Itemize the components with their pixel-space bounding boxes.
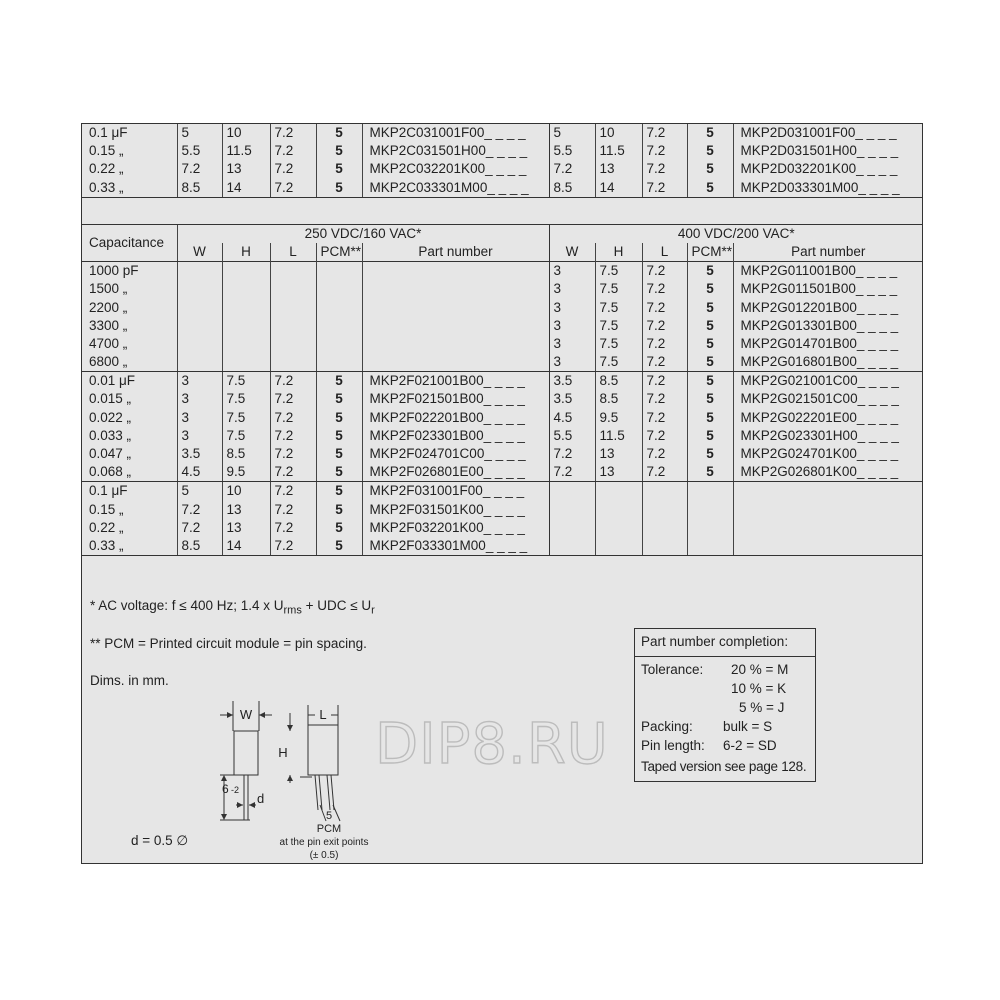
part-number-header: Part number [362,243,549,262]
part-number-cell-value: MKP2G011501B00_ _ _ _ [740,281,898,297]
pcm-cell-value: 5 [706,125,714,140]
pcm-note: ** PCM = Printed circuit module = pin spacing. [90,636,367,651]
w-cell-value: 5 [181,125,190,140]
h-cell [595,124,642,198]
w-cell-value: 7.2 [553,446,573,462]
pcm-cell-value: 5 [335,483,343,499]
pcm-cell-value: 5 [706,409,714,425]
l-cell-value: 7.2 [646,409,666,425]
part-number-cell-value: MKP2G014701B00_ _ _ _ [740,335,899,351]
h-cell-value: 14 [226,179,242,195]
h-cell-value: 13 [226,501,242,517]
w-header: W [177,243,222,262]
capacitance-cell-value: 0.033 „ [89,427,132,443]
h-cell-value: 11.5 [226,143,252,159]
part-number-cell-value: MKP2D032201K00_ _ _ _ [740,161,898,177]
packing-label: Packing: [641,719,693,734]
h-cell-value: 8.5 [226,446,246,462]
pcm-cell [316,124,362,198]
voltage-250-header: 250 VDC/160 VAC* [177,224,549,243]
capacitance-cell-value: 0.022 „ [89,409,132,425]
pcm-cell-value: 5 [335,519,343,535]
watermark: DIP8.RU [375,712,609,777]
capacitance-cell-value: 2200 „ [89,299,128,315]
l-cell [270,262,316,372]
l-cell-value: 7.2 [274,125,294,140]
capacitance-cell-value: 0.047 „ [89,446,132,462]
capacitance-cell-value: 0.22 „ [89,161,124,177]
part-number-cell-value: MKP2G011001B00_ _ _ _ [740,263,898,279]
pcm-header: PCM** [687,243,733,262]
part-number-cell [733,124,923,198]
capacitance-cell-value: 1000 pF [89,263,139,279]
l-cell [642,372,687,482]
pcm-cell-value: 5 [706,317,714,333]
pcm-cell-value: 5 [335,427,343,443]
pcm-cell [687,482,733,556]
w-cell-value: 3.5 [553,373,573,389]
l-header: L [642,243,687,262]
capacitance-cell-value: 0.1 μF [89,483,128,499]
voltage-400-header: 400 VDC/200 VAC* [549,224,923,243]
pcm-cell-value: 5 [706,263,714,279]
w-cell [549,372,595,482]
part-number-cell-value: MKP2F024701C00_ _ _ _ [369,446,526,462]
h-header: H [222,243,270,262]
packing-value: bulk = S [723,719,773,734]
h-cell-value: 7.5 [226,373,246,389]
table-header-row-2 [81,243,923,262]
w-cell [549,124,595,198]
group-row [81,372,923,482]
h-cell-value: 7.5 [599,299,619,315]
pcm-cell-value: 5 [335,446,343,462]
part-number-cell-value: MKP2C032201K00_ _ _ _ [369,161,527,177]
l-cell-value: 7.2 [274,501,294,517]
pcm-cell [316,482,362,556]
w-cell-value: 3 [553,335,562,351]
part-number-cell [362,372,549,482]
h-cell-value: 7.5 [599,335,619,351]
w-label: W [239,707,253,722]
part-number-cell [362,124,549,198]
h-cell-value: 8.5 [599,373,619,389]
h-cell-value: 7.5 [226,409,246,425]
capacitance-cell-value: 6800 „ [89,354,128,370]
pcm-cell-value: 5 [335,125,343,140]
completion-title: Part number completion: [641,634,789,649]
pin-diameter-note: d = 0.5 ∅ [131,833,189,848]
w-cell-value: 5.5 [181,143,201,159]
group-0.01-0.068uF [81,372,923,482]
l-cell-value: 7.2 [646,427,666,443]
l-cell-value: 7.2 [646,391,666,407]
w-cell-value: 4.5 [553,409,573,425]
l-cell-value: 7.2 [274,143,294,159]
h-cell-value: 13 [599,446,615,462]
part-number-cell-value: MKP2F032201K00_ _ _ _ [369,519,525,535]
l-cell [270,124,316,198]
pcm-cell [316,372,362,482]
capacitance-cell-value: 0.22 „ [89,519,124,535]
l-cell-value: 7.2 [646,143,666,159]
tolerance-20: 20 % = M [731,662,789,677]
l-cell-value: 7.2 [646,354,666,370]
pcm-cell [687,372,733,482]
h-cell [595,262,642,372]
part-number-cell-value: MKP2F021501B00_ _ _ _ [369,391,525,407]
l-cell-value: 7.2 [274,519,294,535]
group-row [81,124,923,198]
part-number-cell-value: MKP2G023301H00_ _ _ _ [740,427,899,443]
l-cell-value: 7.2 [646,446,666,462]
l-cell-value: 7.2 [646,373,666,389]
pin-length-label: 6 [222,782,229,796]
part-number-cell [733,262,923,372]
tolerance-10: 10 % = K [731,681,787,696]
capacitance-cell-value: 4700 „ [89,335,128,351]
h-cell [222,482,270,556]
h-cell [222,262,270,372]
w-cell-value: 8.5 [181,179,201,195]
h-cell [595,482,642,556]
pcm-cell-value: 5 [706,335,714,351]
group-row [81,262,923,372]
part-number-cell-value: MKP2G012201B00_ _ _ _ [740,299,899,315]
capacitance-cell-value: 0.15 „ [89,143,124,159]
h-cell-value: 11.5 [599,143,625,159]
part-number-cell-value: MKP2G026801K00_ _ _ _ [740,464,899,480]
part-number-cell-value: MKP2G024701K00_ _ _ _ [740,446,899,462]
pcm-cell-value: 5 [335,409,343,425]
h-cell-value: 7.5 [599,317,619,333]
dimension-drawing [200,695,400,875]
capacitance-cell-value: 0.33 „ [89,179,124,195]
taped-version-note: Taped version see page 128. [641,759,807,774]
part-number-cell-value: MKP2F026801E00_ _ _ _ [369,464,525,480]
h-cell-value: 13 [226,519,242,535]
h-cell-value: 7.5 [599,354,619,370]
pin-length-value: 6-2 = SD [723,738,777,753]
l-cell-value: 7.2 [646,179,666,195]
l-cell [270,372,316,482]
w-cell-value: 5.5 [553,427,573,443]
w-cell-value: 5 [181,483,190,499]
capacitance-cell-value: 3300 „ [89,317,128,333]
h-cell-value: 8.5 [599,391,619,407]
l-cell-value: 7.2 [274,464,294,480]
l-header: L [270,243,316,262]
w-cell-value: 3 [181,391,190,407]
capacitance-cell [81,124,177,198]
part-number-cell-value: MKP2G013301B00_ _ _ _ [740,317,899,333]
w-cell-value: 3 [553,281,562,297]
w-cell-value: 3 [553,299,562,315]
h-cell-value: 10 [226,125,242,140]
h-cell [222,124,270,198]
group-0.1-0.33uF-top [81,124,923,198]
l-cell [270,482,316,556]
pcm-cell [687,124,733,198]
pcm-cell-value: 5 [335,373,343,389]
capacitance-header: Capacitance [81,224,177,261]
part-number-cell-value: MKP2C033301M00_ _ _ _ [369,179,529,195]
part-number-cell-value: MKP2F031001F00_ _ _ _ [369,483,525,499]
part-number-cell-value: MKP2F021001B00_ _ _ _ [369,373,525,389]
part-number-cell-value: MKP2G016801B00_ _ _ _ [740,354,899,370]
part-number-cell-value: MKP2D031501H00_ _ _ _ [740,143,899,159]
w-cell-value: 5.5 [553,143,573,159]
part-number-cell [733,372,923,482]
l-cell-value: 7.2 [274,427,294,443]
tolerance-5: 5 % = J [739,700,785,715]
pitch-label: 5 [325,810,333,822]
w-cell-value: 3 [553,263,562,279]
h-cell [222,372,270,482]
part-number-cell-value: MKP2D033301M00_ _ _ _ [740,179,900,195]
part-number-cell-value: MKP2G022201E00_ _ _ _ [740,409,899,425]
w-header: W [549,243,595,262]
part-number-cell-value: MKP2G021001C00_ _ _ _ [740,373,899,389]
w-cell-value: 7.2 [181,501,201,517]
capacitance-cell-value: 1500 „ [89,281,128,297]
pcm-cell-value: 5 [706,281,714,297]
pcm-cell-value: 5 [706,299,714,315]
part-number-cell-value: MKP2C031001F00_ _ _ _ [369,125,526,140]
h-cell-value: 10 [599,125,615,140]
part-number-cell [362,482,549,556]
pcm-cell [316,262,362,372]
dims-note: Dims. in mm. [90,673,169,688]
pcm-cell-value: 5 [706,161,714,177]
pcm-cell-value: 5 [335,161,343,177]
part-number-cell-value: MKP2F022201B00_ _ _ _ [369,409,525,425]
w-cell [549,482,595,556]
pcm-tolerance-label: (± 0.5) [309,850,339,861]
pcm-note-label: at the pin exit points [279,837,369,848]
w-cell-value: 7.2 [553,161,573,177]
group-0.1-0.33uF [81,482,923,556]
pcm-cell-value: 5 [335,537,343,553]
pcm-header: PCM** [316,243,362,262]
w-cell-value: 8.5 [553,179,573,195]
l-cell-value: 7.2 [274,179,294,195]
pcm-cell-value: 5 [335,391,343,407]
capacitance-cell-value: 0.33 „ [89,537,124,553]
l-cell-value: 7.2 [646,161,666,177]
capacitance-cell-value: 0.068 „ [89,464,132,480]
capacitance-cell [81,482,177,556]
pin-length-label: Pin length: [641,738,705,753]
l-label: L [319,707,327,722]
h-cell [595,372,642,482]
l-cell-value: 7.2 [274,373,294,389]
h-cell-value: 9.5 [226,464,246,480]
part-number-cell-value: MKP2G021501C00_ _ _ _ [740,391,899,407]
ac-voltage-note: * AC voltage: f ≤ 400 Hz; 1.4 x $U_{rms}$ + UDC ≤ $U_r$ [90,598,375,617]
part-number-cell [733,482,923,556]
pcm-cell-value: 5 [706,464,714,480]
h-cell-value: 11.5 [599,427,625,443]
l-cell-value: 7.2 [646,299,666,315]
w-cell-value: 3 [181,409,190,425]
tolerance-label: Tolerance: [641,662,704,677]
capacitance-cell-value: 0.15 „ [89,501,124,517]
w-cell [177,262,222,372]
l-cell [642,262,687,372]
w-cell-value: 3 [181,427,190,443]
w-cell-value: 3 [553,354,562,370]
w-cell-value: 3 [181,373,190,389]
h-cell-value: 13 [226,161,242,177]
l-cell [642,482,687,556]
w-cell-value: 3 [553,317,562,333]
h-cell-value: 7.5 [226,391,246,407]
w-cell-value: 7.2 [181,161,201,177]
pcm-cell-value: 5 [335,143,343,159]
pcm-cell-value: 5 [706,391,714,407]
l-cell-value: 7.2 [274,409,294,425]
l-cell-value: 7.2 [646,263,666,279]
h-cell-value: 7.5 [226,427,246,443]
d-label: d [257,791,265,806]
h-cell-value: 10 [226,483,242,499]
capacitor-table [81,123,923,556]
l-cell-value: 7.2 [274,446,294,462]
part-number-cell-value: MKP2F023301B00_ _ _ _ [369,427,525,443]
w-cell [177,372,222,482]
h-label: H [278,745,288,760]
w-cell-value: 8.5 [181,537,201,553]
capacitance-cell-value: 0.01 μF [89,373,136,389]
part-number-header: Part number [733,243,923,262]
table-header-row-1 [81,224,923,243]
part-number-completion-box [634,628,816,782]
pcm-cell-value: 5 [706,179,714,195]
part-number-cell-value: MKP2F031501K00_ _ _ _ [369,501,525,517]
w-cell-value: 3.5 [181,446,201,462]
part-number-cell-value: MKP2D031001F00_ _ _ _ [740,125,897,140]
pcm-cell-value: 5 [706,354,714,370]
part-number-cell-value: MKP2C031501H00_ _ _ _ [369,143,528,159]
h-cell-value: 14 [226,537,242,553]
pcm-label: PCM [316,823,342,835]
h-cell-value: 9.5 [599,409,619,425]
l-cell-value: 7.2 [274,483,294,499]
h-cell-value: 13 [599,464,615,480]
pin-length-tol-label: -2 [231,785,240,795]
part-number-cell-value: MKP2F033301M00_ _ _ _ [369,537,528,553]
l-cell-value: 7.2 [646,125,666,140]
pcm-cell-value: 5 [706,446,714,462]
h-cell-value: 14 [599,179,615,195]
group-row [81,482,923,556]
h-cell-value: 7.5 [599,281,619,297]
l-cell-value: 7.2 [274,391,294,407]
w-cell-value: 3.5 [553,391,573,407]
l-cell-value: 7.2 [274,161,294,177]
capacitance-cell-value: 0.015 „ [89,391,132,407]
pcm-cell-value: 5 [706,143,714,159]
pcm-cell [687,262,733,372]
pcm-cell-value: 5 [335,464,343,480]
h-cell-value: 13 [599,161,615,177]
pcm-cell-value: 5 [706,373,714,389]
h-cell-value: 7.5 [599,263,619,279]
pcm-cell-value: 5 [706,427,714,443]
l-cell-value: 7.2 [646,281,666,297]
part-number-cell [362,262,549,372]
w-cell-value: 7.2 [181,519,201,535]
l-cell-value: 7.2 [274,537,294,553]
h-header: H [595,243,642,262]
l-cell-value: 7.2 [646,464,666,480]
w-cell [549,262,595,372]
w-cell [177,124,222,198]
pcm-cell-value: 5 [335,179,343,195]
l-cell-value: 7.2 [646,317,666,333]
w-cell-value: 4.5 [181,464,201,480]
group-pF [81,262,923,372]
pcm-cell-value: 5 [335,501,343,517]
capacitance-cell [81,372,177,482]
w-cell-value: 5 [553,125,562,140]
capacitance-cell-value: 0.1 μF [89,125,128,140]
capacitance-cell [81,262,177,372]
w-cell [177,482,222,556]
l-cell [642,124,687,198]
w-cell-value: 7.2 [553,464,573,480]
l-cell-value: 7.2 [646,335,666,351]
